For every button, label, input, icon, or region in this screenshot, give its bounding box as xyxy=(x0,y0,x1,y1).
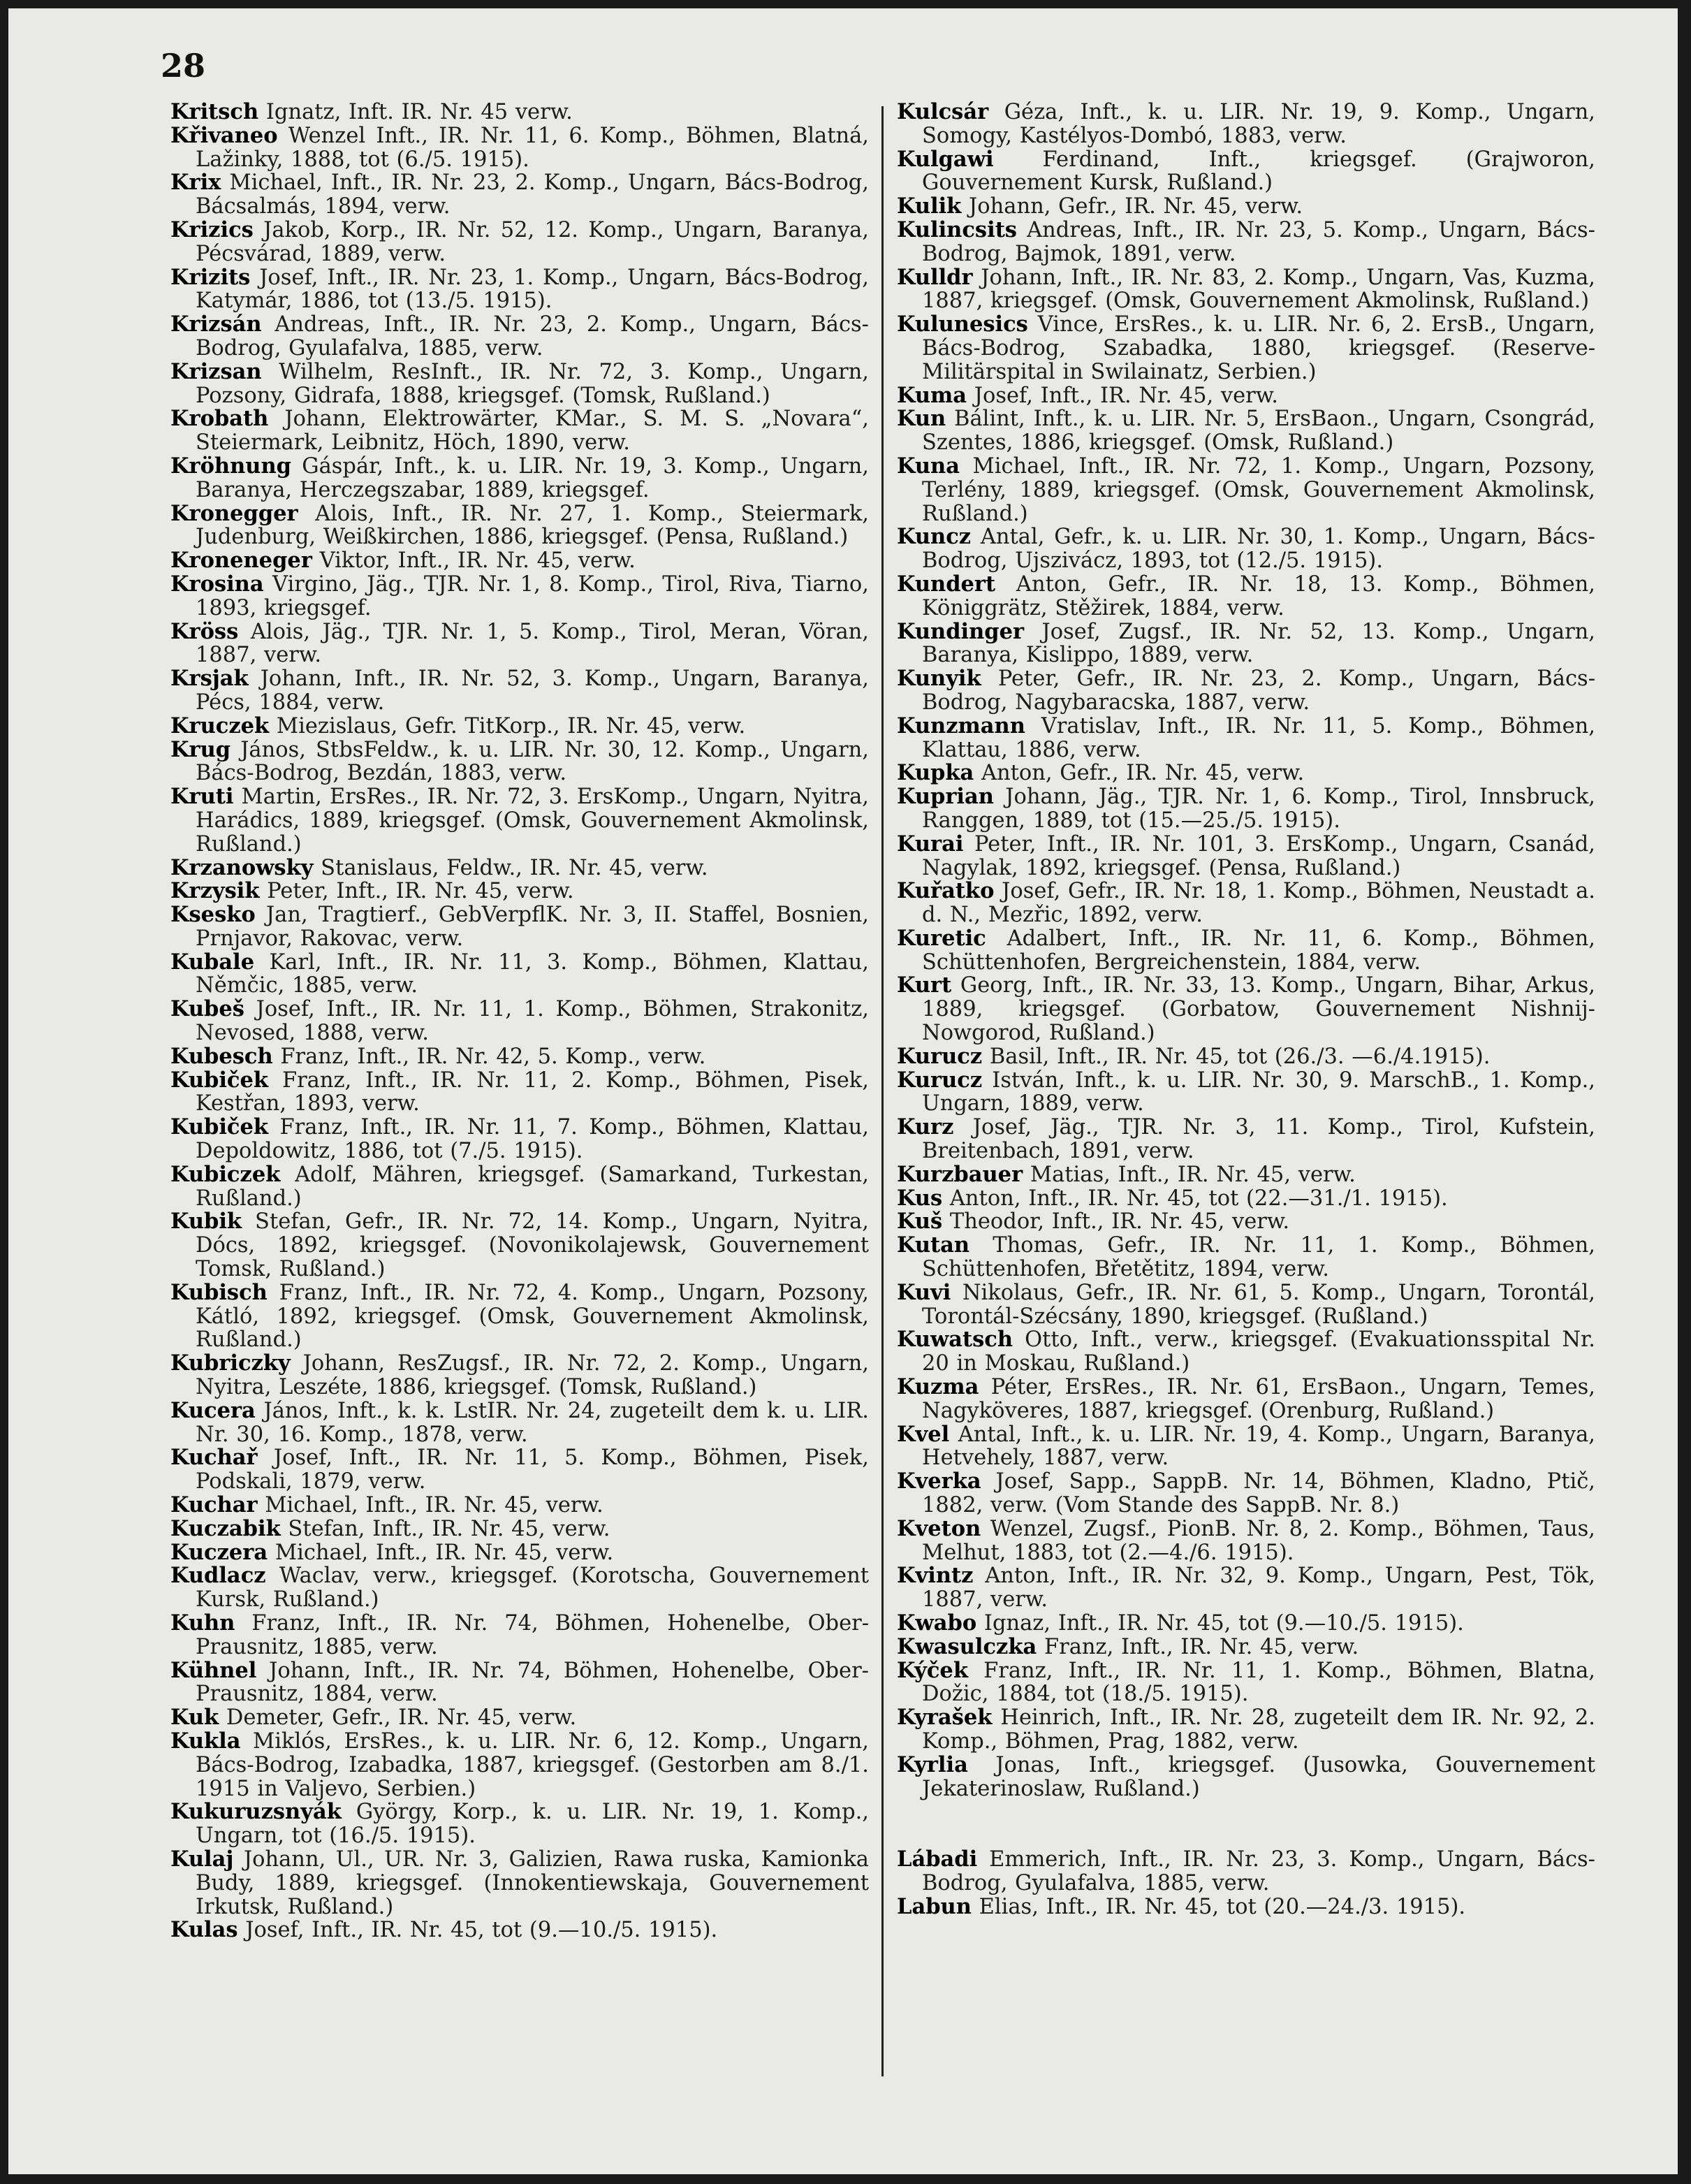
entry-surname: Kulcsár xyxy=(897,99,989,124)
entry-surname: Kulgawi xyxy=(897,146,994,172)
entry-surname: Krobath xyxy=(170,406,269,432)
entry-surname: Kveton xyxy=(897,1515,981,1541)
register-entry xyxy=(897,1706,1595,1754)
entry-surname: Kulldr xyxy=(897,264,973,290)
entry-surname: Kun xyxy=(897,406,946,432)
register-entry xyxy=(170,1706,869,1730)
entry-surname: Kühnel xyxy=(170,1657,257,1683)
entry-details: Antal, Inft., k. u. LIR. Nr. 19, 4. Komp., Ungarn, Baranya, Hetvehely, 1887, verw. xyxy=(922,1422,1595,1471)
entry-details: Andreas, Inft., IR. Nr. 23, 5. Komp., Ungarn, Bács-Bodrog, Bajmok, 1891, verw. xyxy=(922,217,1595,266)
register-entry xyxy=(897,219,1595,266)
entry-details: Johann, Inft., IR. Nr. 52, 3. Komp., Ungarn, Baranya, Pécs, 1884, verw. xyxy=(196,667,869,715)
entry-details: Péter, ErsRes., IR. Nr. 61, ErsBaon., Ungarn, Temes, Nagyköveres, 1887, kriegsgef. (Orenburg, Rußland.) xyxy=(922,1375,1595,1423)
register-entry xyxy=(897,266,1595,314)
register-entry xyxy=(897,1187,1595,1211)
entry-surname: Kuchař xyxy=(170,1445,258,1471)
left-column xyxy=(170,101,869,1942)
entry-details: Josef, Sapp., SappB. Nr. 14, Böhmen, Kladno, Ptič, 1882, verw. (Vom Stande des SappB. Nr. 8.) xyxy=(922,1469,1595,1518)
entry-details: Johann, ResZugsf., IR. Nr. 72, 2. Komp., Ungarn, Nyitra, Leszéte, 1886, kriegsgef. (Tomsk, Rußland.) xyxy=(196,1351,869,1400)
entry-details: Stanislaus, Feldw., IR. Nr. 45, verw. xyxy=(321,855,708,880)
entry-surname: Kwabo xyxy=(897,1610,977,1636)
register-entry xyxy=(170,455,869,502)
register-entry xyxy=(170,1494,869,1517)
entry-surname: Krug xyxy=(170,736,231,762)
register-entry xyxy=(170,998,869,1045)
entry-surname: Kubiček xyxy=(170,1067,269,1093)
register-entry xyxy=(897,1376,1595,1423)
column-divider xyxy=(881,106,884,2076)
entry-surname: Kupka xyxy=(897,760,974,786)
entry-details: Vratislav, Inft., IR. Nr. 11, 5. Komp., Böhmen, Klattau, 1886, verw. xyxy=(922,713,1595,762)
entry-details: Nikolaus, Gefr., IR. Nr. 61, 5. Komp., Ungarn, Torontál, Torontál-Szécsány, 1890, kriegsgef. (Rußland.) xyxy=(922,1280,1595,1329)
entry-surname: Krsjak xyxy=(170,666,249,692)
entry-details: István, Inft., k. u. LIR. Nr. 30, 9. MarschB., 1. Komp., Ungarn, 1889, verw. xyxy=(922,1068,1595,1116)
register-entry xyxy=(170,101,869,124)
entry-details: Matias, Inft., IR. Nr. 45, verw. xyxy=(1030,1162,1356,1187)
entry-surname: Kunyik xyxy=(897,666,981,692)
entry-surname: Kurt xyxy=(897,973,952,998)
entry-surname: Kuczabik xyxy=(170,1515,281,1541)
entry-surname: Kutan xyxy=(897,1232,970,1258)
entry-details: Stefan, Gefr., IR. Nr. 72, 14. Komp., Ungarn, Nyitra, Dócs, 1892, kriegsgef. (Novonikolajewsk, Gouvernement Tomsk, Rußland.) xyxy=(196,1209,869,1282)
entry-details: Anton, Gefr., IR. Nr. 45, verw. xyxy=(981,761,1305,786)
entry-surname: Kukla xyxy=(170,1728,241,1754)
entry-details: Adolf, Mähren, kriegsgef. (Samarkand, Turkestan, Rußland.) xyxy=(196,1162,869,1211)
register-entry xyxy=(897,407,1595,455)
entry-surname: Kuczera xyxy=(170,1539,268,1565)
entry-details: György, Korp., k. u. LIR. Nr. 19, 1. Komp., Ungarn, tot (16./5. 1915). xyxy=(196,1800,869,1849)
entry-surname: Kuvi xyxy=(897,1279,951,1305)
entry-surname: Krizits xyxy=(170,264,251,290)
entry-surname: Krosina xyxy=(170,571,264,597)
register-entry xyxy=(170,171,869,219)
entry-details: Josef, Jäg., TJR. Nr. 3, 11. Komp., Tirol, Kufstein, Breitenbach, 1891, verw. xyxy=(922,1115,1595,1164)
register-entry xyxy=(170,738,869,786)
entry-surname: Kulik xyxy=(897,194,962,219)
entry-details: Peter, Inft., IR. Nr. 45, verw. xyxy=(267,879,574,904)
entry-surname: Krzanowsky xyxy=(170,854,314,880)
register-entry xyxy=(897,455,1595,525)
register-entry xyxy=(170,1163,869,1211)
entry-surname: Kus xyxy=(897,1185,943,1211)
register-entry xyxy=(897,833,1595,880)
entry-details: Bálint, Inft., k. u. LIR. Nr. 5, ErsBaon., Ungarn, Csongrád, Szentes, 1886, kriegsgef. (Omsk, Rußland.) xyxy=(922,407,1595,456)
register-entry xyxy=(897,1069,1595,1116)
register-entry xyxy=(897,148,1595,196)
entry-details: Antal, Gefr., k. u. LIR. Nr. 30, 1. Komp., Ungarn, Bács-Bodrog, Ujszivácz, 1893, tot (12./5. 1915). xyxy=(922,525,1595,574)
register-entry xyxy=(897,1659,1595,1707)
entry-details: Josef, Inft., IR. Nr. 45, verw. xyxy=(974,383,1278,408)
register-entry xyxy=(897,620,1595,668)
entry-details: Franz, Inft., IR. Nr. 11, 2. Komp., Böhmen, Pisek, Kestřan, 1893, verw. xyxy=(196,1068,869,1116)
register-entry xyxy=(897,1470,1595,1517)
entry-details: Anton, Inft., IR. Nr. 45, tot (22.—31./1. 1915). xyxy=(949,1186,1448,1211)
register-entry xyxy=(170,1564,869,1612)
entry-details: Josef, Inft., IR. Nr. 23, 1. Komp., Ungarn, Bács-Bodrog, Katymár, 1886, tot (13./5. 1915). xyxy=(196,265,869,314)
entry-surname: Kubik xyxy=(170,1209,242,1235)
document-page xyxy=(8,8,1678,2174)
right-column xyxy=(897,101,1595,1919)
entry-surname: Kudlacz xyxy=(170,1563,266,1589)
entry-surname: Křivaneo xyxy=(170,122,278,148)
entry-details: Otto, Inft., verw., kriegsgef. (Evakuationsspital Nr. 20 in Moskau, Rußland.) xyxy=(922,1327,1595,1376)
register-entry xyxy=(897,927,1595,975)
entry-surname: Krzysik xyxy=(170,878,260,904)
entry-surname: Kvel xyxy=(897,1421,950,1447)
entry-surname: Kubiczek xyxy=(170,1161,281,1187)
register-entry xyxy=(897,573,1595,620)
entry-details: Franz, Inft., IR. Nr. 11, 7. Komp., Böhmen, Klattau, Depoldowitz, 1886, tot (7./5. 1915). xyxy=(196,1115,869,1164)
entry-surname: Krix xyxy=(170,170,221,196)
register-entry xyxy=(170,407,869,455)
register-entry xyxy=(170,124,869,172)
entry-details: Heinrich, Inft., IR. Nr. 28, zugeteilt dem IR. Nr. 92, 2. Komp., Böhmen, Prag, 1882, verw. xyxy=(922,1705,1595,1754)
entry-details: Jakob, Korp., IR. Nr. 52, 12. Komp., Ungarn, Baranya, Pécsvárad, 1889, verw. xyxy=(196,217,869,266)
entry-details: Johann, Elektrowärter, KMar., S. M. S. „Novara“, Steiermark, Leibnitz, Höch, 1890, verw. xyxy=(196,407,869,456)
register-entry xyxy=(170,667,869,715)
entry-surname: Kurz xyxy=(897,1114,954,1140)
entry-surname: Kurai xyxy=(897,831,964,857)
entry-surname: Kuřatko xyxy=(897,878,995,904)
entry-surname: Kuna xyxy=(897,453,960,479)
entry-surname: Krizics xyxy=(170,217,254,242)
entry-surname: Krizsan xyxy=(170,358,262,384)
register-entry xyxy=(170,1045,869,1069)
entry-surname: Labun xyxy=(897,1893,972,1919)
entry-details: Elias, Inft., IR. Nr. 45, tot (20.—24./3. 1915). xyxy=(979,1894,1466,1919)
register-entry xyxy=(897,762,1595,785)
entry-details: Karl, Inft., IR. Nr. 11, 3. Komp., Böhmen, Klattau, Němčic, 1885, verw. xyxy=(196,949,870,998)
entry-details: Peter, Gefr., IR. Nr. 23, 2. Komp., Ungarn, Bács-Bodrog, Nagybaracska, 1887, verw. xyxy=(922,667,1595,715)
entry-surname: Kukuruzsnyák xyxy=(170,1799,342,1825)
register-entry xyxy=(897,1163,1595,1187)
register-entry xyxy=(897,1281,1595,1329)
register-entry xyxy=(170,313,869,361)
register-entry xyxy=(170,951,869,998)
entry-surname: Kuchar xyxy=(170,1492,258,1518)
entry-details: János, StbsFeldw., k. u. LIR. Nr. 30, 12. Komp., Ungarn, Bács-Bodrog, Bezdán, 1883, verw. xyxy=(196,737,869,786)
register-entry xyxy=(170,1352,869,1399)
entry-details: Alois, Inft., IR. Nr. 27, 1. Komp., Steiermark, Judenburg, Weißkirchen, 1886, kriegsgef. (Pensa, Rußland.) xyxy=(196,501,869,550)
register-entry xyxy=(170,1848,869,1919)
register-entry xyxy=(170,266,869,314)
entry-surname: Kundinger xyxy=(897,618,1025,644)
entry-surname: Kuncz xyxy=(897,524,972,550)
page-number: 28 xyxy=(161,47,206,85)
entry-surname: Kronegger xyxy=(170,500,298,526)
entry-details: Franz, Inft., IR. Nr. 74, Böhmen, Hohenelbe, Ober-Prausnitz, 1885, verw. xyxy=(196,1611,870,1659)
entry-surname: Kruczek xyxy=(170,713,270,738)
entry-details: Viktor, Inft., IR. Nr. 45, verw. xyxy=(319,548,636,574)
entry-surname: Kuretic xyxy=(897,925,986,951)
entry-details: Johann, Gefr., IR. Nr. 45, verw. xyxy=(969,194,1303,219)
entry-details: Thomas, Gefr., IR. Nr. 11, 1. Komp., Böhmen, Schüttenhofen, Břetětitz, 1894, verw. xyxy=(922,1233,1595,1282)
entry-details: Josef, Inft., IR. Nr. 45, tot (9.—10./5. 1915). xyxy=(245,1918,718,1943)
entry-details: Michael, Inft., IR. Nr. 23, 2. Komp., Ungarn, Bács-Bodrog, Bácsalmás, 1894, verw. xyxy=(196,170,869,219)
entry-surname: Kyrašek xyxy=(897,1705,993,1731)
register-entry xyxy=(897,667,1595,715)
entry-details: Waclav, verw., kriegsgef. (Korotscha, Gouvernement Kursk, Rußland.) xyxy=(196,1564,869,1612)
entry-surname: Kubisch xyxy=(170,1279,268,1305)
register-entry xyxy=(897,880,1595,927)
register-entry xyxy=(897,715,1595,762)
entry-surname: Kröss xyxy=(170,618,239,644)
entry-surname: Kuzma xyxy=(897,1374,979,1400)
entry-surname: Kröhnung xyxy=(170,453,291,479)
entry-details: Johann, Inft., IR. Nr. 83, 2. Komp., Ungarn, Vas, Kuzma, 1887, kriegsgef. (Omsk, Gouvernement Akmolinsk, Rußland.) xyxy=(922,265,1595,314)
entry-details: Ignaz, Inft., IR. Nr. 45, tot (9.—10./5. 1915). xyxy=(983,1611,1464,1636)
entry-details: Ferdinand, Inft., kriegsgef. (Grajworon, Gouvernement Kursk, Rußland.) xyxy=(922,147,1595,196)
entry-details: Franz, Inft., IR. Nr. 45, verw. xyxy=(1044,1634,1359,1659)
entry-details: Johann, Ul., UR. Nr. 3, Galizien, Rawa ruska, Kamionka Budy, 1889, kriegsgef. (Innokentiewskaja, Gouvernement Irkutsk, Rußland.) xyxy=(196,1847,869,1919)
entry-surname: Kubriczky xyxy=(170,1351,291,1376)
entry-surname: Kubale xyxy=(170,949,255,975)
entry-surname: Kuk xyxy=(170,1705,219,1731)
entry-surname: Ksesko xyxy=(170,902,256,928)
entry-details: Franz, Inft., IR. Nr. 11, 1. Komp., Böhmen, Blatna, Dožic, 1884, tot (18./5. 1915). xyxy=(922,1658,1595,1707)
register-entry xyxy=(897,313,1595,384)
entry-details: Anton, Gefr., IR. Nr. 18, 13. Komp., Böhmen, Königgrätz, Stěžirek, 1884, verw. xyxy=(922,572,1595,620)
register-entry xyxy=(170,620,869,668)
entry-surname: Kurzbauer xyxy=(897,1161,1023,1187)
entry-details: Wenzel, Zugsf., PionB. Nr. 8, 2. Komp., Böhmen, Taus, Melhut, 1883, tot (2.—4./6. 1915). xyxy=(922,1516,1595,1565)
entry-surname: Kubeš xyxy=(170,996,244,1022)
register-entry xyxy=(897,101,1595,148)
entry-details: Theodor, Inft., IR. Nr. 45, verw. xyxy=(949,1209,1290,1235)
entry-surname: Kurucz xyxy=(897,1043,983,1069)
entry-details: Johann, Inft., IR. Nr. 74, Böhmen, Hohenelbe, Ober-Prausnitz, 1884, verw. xyxy=(196,1658,869,1707)
entry-surname: Kunzmann xyxy=(897,713,1025,738)
entry-details: Adalbert, Inft., IR. Nr. 11, 6. Komp., Böhmen, Schüttenhofen, Bergreichenstein, 1884, verw. xyxy=(922,926,1595,975)
register-entry xyxy=(897,1633,1595,1659)
register-entry xyxy=(170,573,869,620)
register-entry xyxy=(170,1800,869,1848)
entry-details: Miezislaus, Gefr. TitKorp., IR. Nr. 45, verw. xyxy=(276,713,746,738)
section-gap xyxy=(897,1800,1595,1848)
register-entry xyxy=(170,1116,869,1163)
entry-surname: Kverka xyxy=(897,1469,981,1494)
register-entry xyxy=(897,1895,1595,1919)
register-entry xyxy=(170,785,869,856)
register-entry xyxy=(170,903,869,951)
register-entry xyxy=(897,974,1595,1044)
register-entry xyxy=(170,715,869,738)
register-entry xyxy=(897,195,1595,219)
entry-details: Géza, Inft., k. u. LIR. Nr. 19, 9. Komp., Ungarn, Somogy, Kastélyos-Dombó, 1883, verw. xyxy=(922,100,1595,148)
entry-details: Andreas, Inft., IR. Nr. 23, 2. Komp., Ungarn, Bács-Bodrog, Gyulafalva, 1885, verw. xyxy=(196,312,869,361)
entry-details: Gáspár, Inft., k. u. LIR. Nr. 19, 3. Komp., Ungarn, Baranya, Herczegszabar, 1889, kriegsgef. xyxy=(196,453,869,502)
register-entry xyxy=(170,1919,869,1942)
entry-details: Josef, Gefr., IR. Nr. 18, 1. Komp., Böhmen, Neustadt a. d. N., Mezřic, 1892, verw. xyxy=(922,879,1595,928)
entry-surname: Kulincsits xyxy=(897,217,1017,242)
entry-details: Demeter, Gefr., IR. Nr. 45, verw. xyxy=(226,1705,577,1731)
register-entry xyxy=(170,1281,869,1352)
entry-surname: Kritsch xyxy=(170,99,259,124)
register-entry xyxy=(897,1423,1595,1471)
entry-surname: Kurucz xyxy=(897,1067,983,1093)
entry-details: Anton, Inft., IR. Nr. 32, 9. Komp., Ungarn, Pest, Tök, 1887, verw. xyxy=(922,1564,1595,1612)
entry-details: Josef, Zugsf., IR. Nr. 52, 13. Komp., Ungarn, Baranya, Kislippo, 1889, verw. xyxy=(922,619,1596,668)
entry-details: Peter, Inft., IR. Nr. 101, 3. ErsKomp., Ungarn, Csanád, Nagylak, 1892, kriegsgef. (Pensa, Rußland.) xyxy=(922,831,1595,880)
register-entry xyxy=(897,1328,1595,1376)
register-entry xyxy=(170,1612,869,1659)
entry-surname: Kuma xyxy=(897,382,967,408)
entry-details: Johann, Jäg., TJR. Nr. 1, 6. Komp., Tirol, Innsbruck, Ranggen, 1889, tot (15.—25./5. 1915). xyxy=(922,785,1595,833)
register-entry xyxy=(897,1517,1595,1565)
register-entry xyxy=(170,219,869,266)
register-entry xyxy=(897,1234,1595,1281)
entry-surname: Kroneneger xyxy=(170,548,312,574)
register-entry xyxy=(897,1612,1595,1636)
entry-details: Wilhelm, ResInft., IR. Nr. 72, 3. Komp., Ungarn, Pozsony, Gidrafa, 1888, kriegsgef. (Tomsk, Rußland.) xyxy=(196,359,870,408)
register-entry xyxy=(897,1754,1595,1801)
entry-surname: Kulunesics xyxy=(897,312,1028,337)
entry-details: Ignatz, Inft. IR. Nr. 45 verw. xyxy=(265,100,573,124)
entry-surname: Kubesch xyxy=(170,1043,273,1069)
entry-details: Michael, Inft., IR. Nr. 45, verw. xyxy=(274,1540,614,1565)
entry-surname: Kýček xyxy=(897,1657,968,1683)
register-entry xyxy=(897,1116,1595,1163)
entry-details: János, Inft., k. k. LstIR. Nr. 24, zugeteilt dem k. u. LIR. Nr. 30, 16. Komp., 1878, verw. xyxy=(196,1398,869,1447)
entry-surname: Kulas xyxy=(170,1917,238,1943)
register-entry xyxy=(170,358,870,408)
entry-details: Josef, Inft., IR. Nr. 11, 5. Komp., Böhmen, Pisek, Podskali, 1879, verw. xyxy=(196,1446,869,1494)
register-entry xyxy=(897,1848,1595,1895)
entry-surname: Kwasulczka xyxy=(897,1633,1037,1659)
entry-surname: Kuhn xyxy=(170,1610,235,1636)
entry-surname: Kvintz xyxy=(897,1563,974,1589)
entry-details: Stefan, Inft., IR. Nr. 45, verw. xyxy=(288,1516,610,1541)
entry-surname: Kruti xyxy=(170,784,234,810)
entry-details: Vince, ErsRes., k. u. LIR. Nr. 6, 2. ErsB., Ungarn, Bács-Bodrog, Szabadka, 1880, kriegsgef. (Reserve-Militärspital in Swilainatz, Serbien.) xyxy=(922,312,1595,384)
entry-details: Martin, ErsRes., IR. Nr. 72, 3. ErsKomp., Ungarn, Nyitra, Harádics, 1889, kriegsgef. (Omsk, Gouvernement Akmolinsk, Rußland.) xyxy=(196,785,870,857)
register-entry xyxy=(170,854,869,880)
entry-details: Miklós, ErsRes., k. u. LIR. Nr. 6, 12. Komp., Ungarn, Bács-Bodrog, Izabadka, 1887, kriegsgef. (Gestorben am 8./1. 1915 in Valjevo, Serbien.) xyxy=(196,1728,869,1801)
register-entry xyxy=(170,1659,869,1707)
entry-surname: Kundert xyxy=(897,571,996,597)
register-entry xyxy=(170,1210,869,1281)
entry-surname: Kuprian xyxy=(897,784,994,810)
register-entry xyxy=(170,880,869,903)
register-entry xyxy=(897,785,1595,833)
entry-details: Josef, Inft., IR. Nr. 11, 1. Komp., Böhmen, Strakonitz, Nevosed, 1888, verw. xyxy=(196,997,869,1046)
entry-details: Michael, Inft., IR. Nr. 72, 1. Komp., Ungarn, Pozsony, Terlény, 1889, kriegsgef. (Omsk, Gouvernement Akmolinsk, Rußland.) xyxy=(922,453,1595,526)
register-entry xyxy=(897,1564,1595,1612)
entry-details: Wenzel Inft., IR. Nr. 11, 6. Komp., Böhmen, Blatná, Lažinky, 1888, tot (6./5. 1915). xyxy=(196,123,869,172)
entry-details: Michael, Inft., IR. Nr. 45, verw. xyxy=(265,1493,603,1518)
entry-details: Virgino, Jäg., TJR. Nr. 1, 8. Komp., Tirol, Riva, Tiarno, 1893, kriegsgef. xyxy=(196,572,869,620)
entry-details: Basil, Inft., IR. Nr. 45, tot (26./3. —6./4.1915). xyxy=(989,1044,1491,1069)
register-entry xyxy=(170,1399,869,1447)
entry-surname: Krizsán xyxy=(170,312,262,337)
register-entry xyxy=(170,502,869,550)
entry-surname: Lábadi xyxy=(897,1847,978,1872)
entry-details: Jan, Tragtierf., GebVerpflK. Nr. 3, II. Staffel, Bosnien, Prnjavor, Rakovac, verw. xyxy=(196,903,870,951)
entry-surname: Kuwatsch xyxy=(897,1327,1013,1353)
entry-details: Alois, Jäg., TJR. Nr. 1, 5. Komp., Tirol, Meran, Vöran, 1887, verw. xyxy=(196,619,869,668)
entry-surname: Kyrlia xyxy=(897,1752,968,1777)
entry-details: Georg, Inft., IR. Nr. 33, 13. Komp., Ungarn, Bihar, Arkus, 1889, kriegsgef. (Gorbatow, Gouvernement Nishnij-Nowgorod, Rußland.) xyxy=(922,973,1595,1046)
register-entry xyxy=(897,525,1595,573)
entry-surname: Kuš xyxy=(897,1209,943,1235)
entry-details: Emmerich, Inft., IR. Nr. 23, 3. Komp., Ungarn, Bács-Bodrog, Gyulafalva, 1885, verw. xyxy=(922,1847,1595,1896)
entry-surname: Kulaj xyxy=(170,1846,234,1872)
entry-surname: Kubiček xyxy=(170,1114,269,1140)
register-entry xyxy=(170,1446,869,1494)
register-entry xyxy=(170,549,869,573)
register-entry xyxy=(897,1045,1595,1069)
entry-details: Franz, Inft., IR. Nr. 42, 5. Komp., verw. xyxy=(280,1044,706,1069)
entry-details: Franz, Inft., IR. Nr. 72, 4. Komp., Ungarn, Pozsony, Kátló, 1892, kriegsgef. (Omsk, Gouvernement Akmolinsk, Rußland.) xyxy=(196,1280,869,1353)
register-entry xyxy=(170,1730,869,1800)
register-entry xyxy=(897,1210,1595,1234)
register-entry xyxy=(897,384,1595,408)
entry-details: Jonas, Inft., kriegsgef. (Jusowka, Gouvernement Jekaterinoslaw, Rußland.) xyxy=(922,1752,1595,1801)
entry-surname: Kucera xyxy=(170,1397,256,1423)
register-entry xyxy=(170,1541,869,1565)
register-entry xyxy=(170,1517,869,1541)
register-entry xyxy=(170,1069,869,1116)
